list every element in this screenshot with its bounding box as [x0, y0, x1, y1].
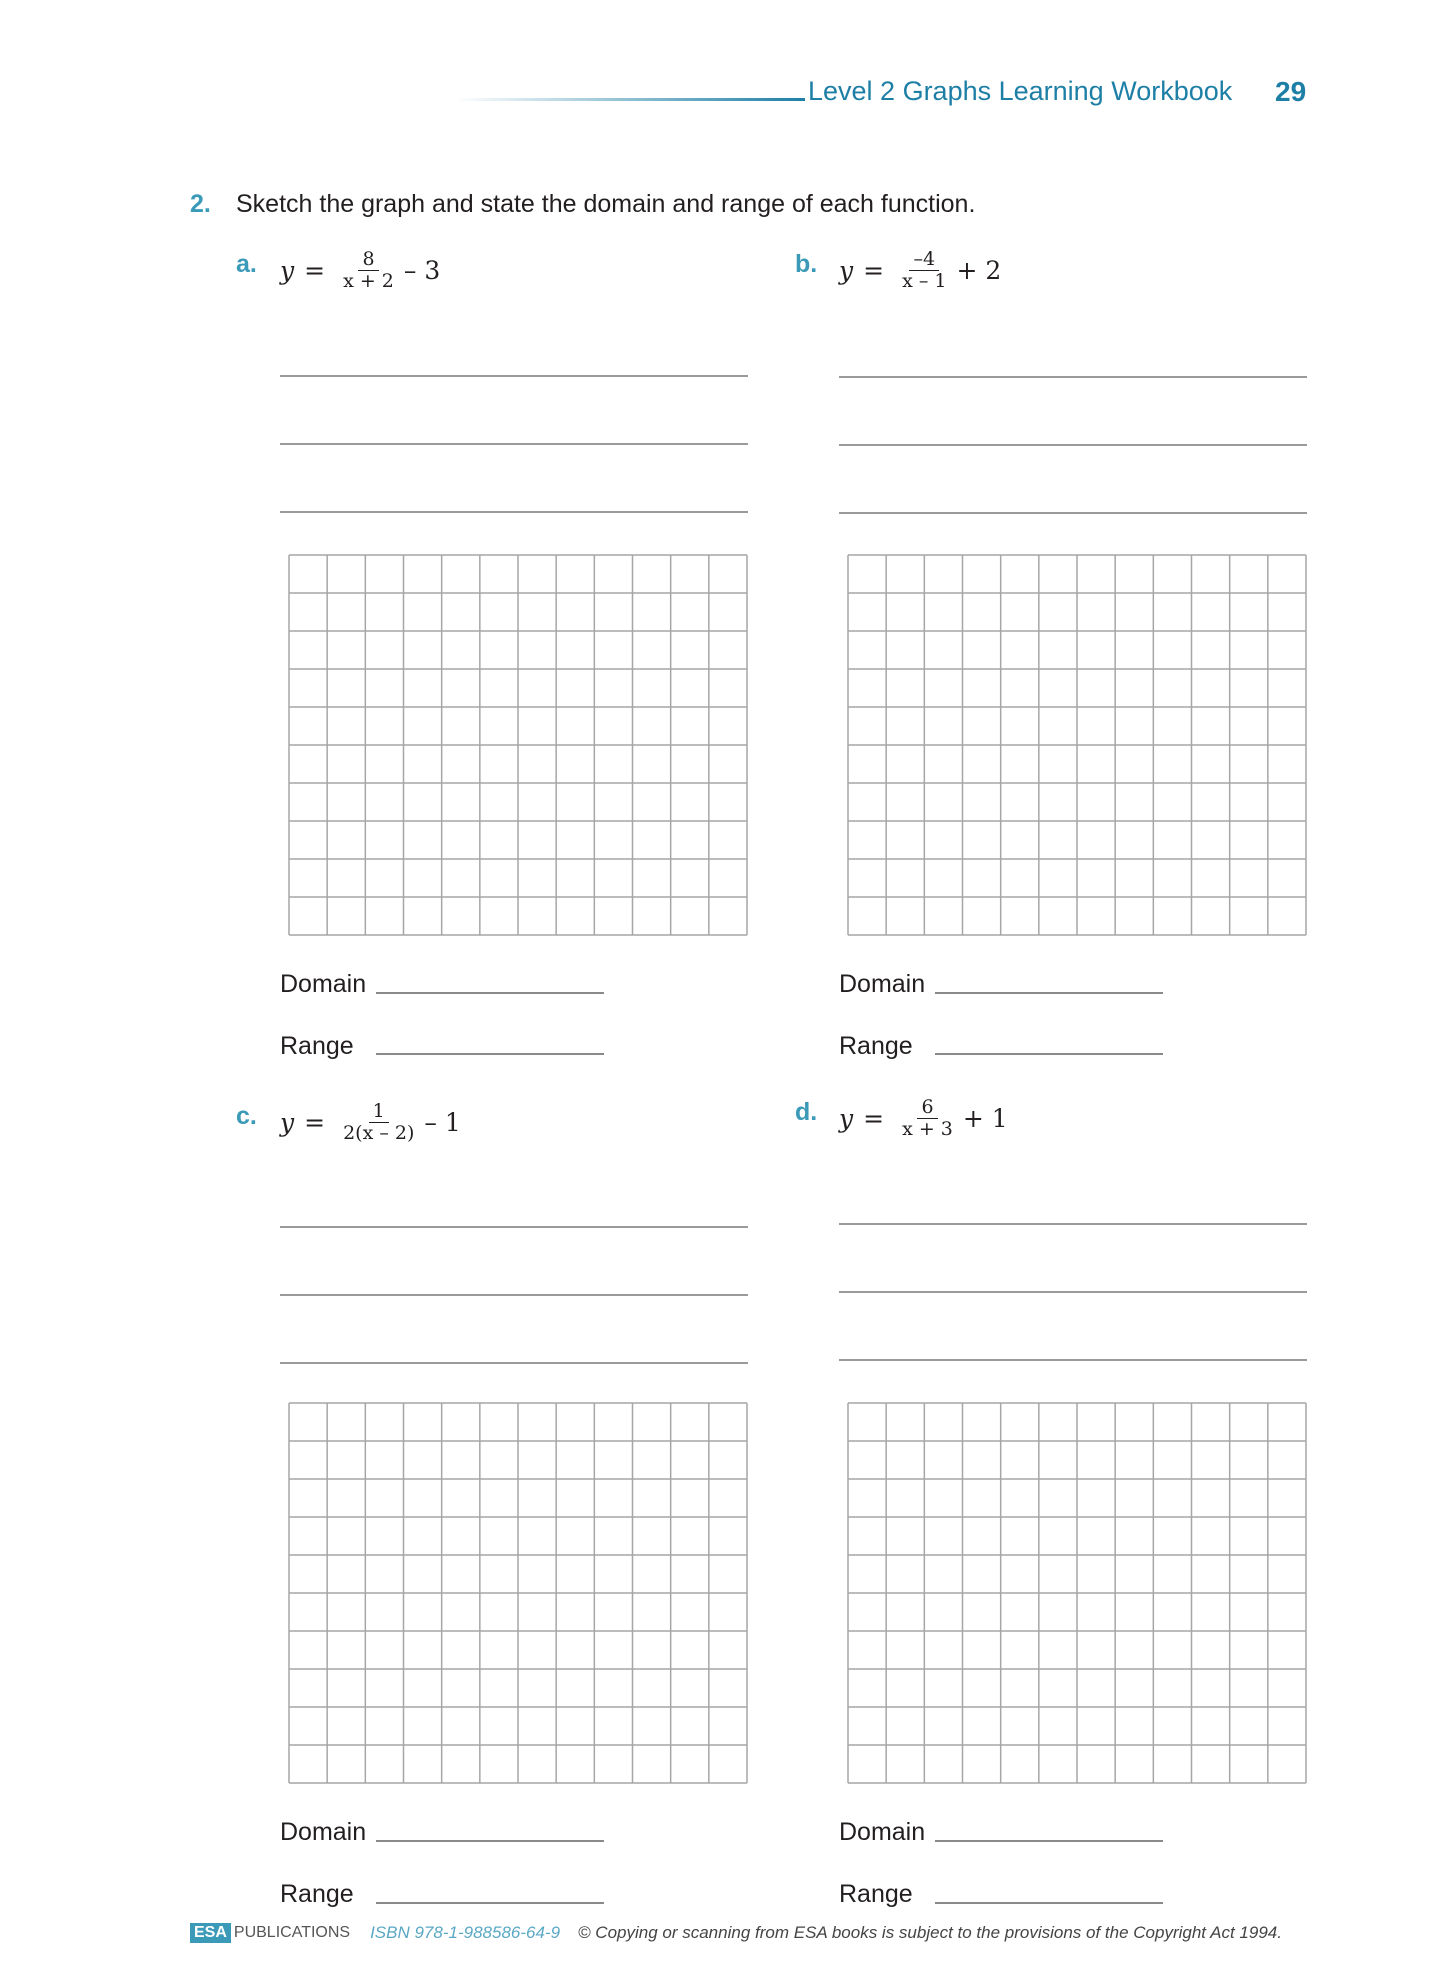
question-number: 2.	[190, 190, 211, 218]
equation-y: y	[839, 255, 854, 285]
answer-line[interactable]	[839, 1291, 1307, 1293]
part-letter: d.	[795, 1098, 818, 1126]
answer-line[interactable]	[839, 444, 1307, 446]
answer-line[interactable]	[839, 512, 1307, 514]
numerator: 1	[369, 1101, 389, 1123]
numerator: –4	[909, 249, 939, 271]
graph-grid[interactable]	[847, 1402, 1307, 1784]
logo-mark: ESA	[190, 1923, 231, 1943]
denominator: x – 1	[902, 269, 947, 292]
domain-answer-line[interactable]	[376, 992, 604, 994]
answer-line[interactable]	[839, 1359, 1307, 1361]
denominator: 2(x – 2)	[343, 1121, 415, 1144]
answer-line[interactable]	[280, 1362, 748, 1364]
numerator: 6	[917, 1097, 937, 1119]
equation-tail: – 3	[403, 255, 441, 285]
answer-line[interactable]	[280, 1294, 748, 1296]
denominator: x + 2	[343, 269, 394, 292]
range-answer-line[interactable]	[376, 1902, 604, 1904]
page-number: 29	[1275, 76, 1307, 107]
equation-tail: + 1	[962, 1103, 1008, 1133]
answer-line[interactable]	[280, 1226, 748, 1228]
equation	[839, 1088, 1008, 1148]
range-label: Range	[839, 1032, 913, 1060]
range-label: Range	[839, 1880, 913, 1908]
answer-line[interactable]	[839, 376, 1307, 378]
fraction	[339, 1101, 418, 1144]
equals-sign: =	[863, 1103, 885, 1133]
domain-answer-line[interactable]	[935, 1840, 1163, 1842]
part-letter: a.	[236, 250, 257, 278]
range-answer-line[interactable]	[935, 1902, 1163, 1904]
domain-label: Domain	[839, 1818, 926, 1846]
graph-grid[interactable]	[847, 554, 1307, 936]
header-rule	[455, 98, 805, 101]
domain-answer-line[interactable]	[376, 1840, 604, 1842]
equals-sign: =	[304, 255, 326, 285]
question-instruction: Sketch the graph and state the domain and range of each function.	[236, 190, 976, 218]
range-label: Range	[280, 1032, 354, 1060]
equals-sign: =	[863, 255, 885, 285]
equation-y: y	[839, 1103, 854, 1133]
answer-line[interactable]	[280, 443, 748, 445]
equation-tail: – 1	[424, 1107, 461, 1137]
equation-y: y	[280, 255, 295, 285]
fraction	[339, 249, 398, 292]
numerator: 8	[358, 249, 378, 271]
graph-grid[interactable]	[288, 1402, 748, 1784]
answer-line[interactable]	[839, 1223, 1307, 1225]
header-title: Level 2 Graphs Learning Workbook	[808, 76, 1233, 106]
logo-text: PUBLICATIONS	[233, 1924, 351, 1941]
range-answer-line[interactable]	[935, 1053, 1163, 1055]
denominator: x + 3	[902, 1117, 953, 1140]
esa-logo	[190, 1923, 350, 1943]
equation	[839, 240, 1001, 300]
part-letter: c.	[236, 1102, 257, 1130]
graph-grid[interactable]	[288, 554, 748, 936]
equals-sign: =	[304, 1107, 326, 1137]
range-answer-line[interactable]	[376, 1053, 604, 1055]
range-label: Range	[280, 1880, 354, 1908]
grid-svg	[847, 554, 1307, 936]
equation	[280, 1092, 461, 1152]
footer	[190, 1918, 1282, 1948]
domain-label: Domain	[839, 970, 926, 998]
domain-label: Domain	[280, 1818, 367, 1846]
grid-svg	[847, 1402, 1307, 1784]
isbn: ISBN 978-1-988586-64-9	[370, 1923, 561, 1942]
copyright-notice: © Copying or scanning from ESA books is subject to the provisions of the Copyright Act 1994.	[578, 1923, 1282, 1942]
answer-line[interactable]	[280, 511, 748, 513]
answer-line[interactable]	[280, 375, 748, 377]
part-letter: b.	[795, 250, 818, 278]
domain-answer-line[interactable]	[935, 992, 1163, 994]
equation-tail: + 2	[956, 255, 1002, 285]
equation-y: y	[280, 1107, 295, 1137]
grid-svg	[288, 554, 748, 936]
equation	[280, 240, 440, 300]
fraction	[898, 1097, 957, 1140]
fraction	[898, 249, 950, 292]
grid-svg	[288, 1402, 748, 1784]
domain-label: Domain	[280, 970, 367, 998]
